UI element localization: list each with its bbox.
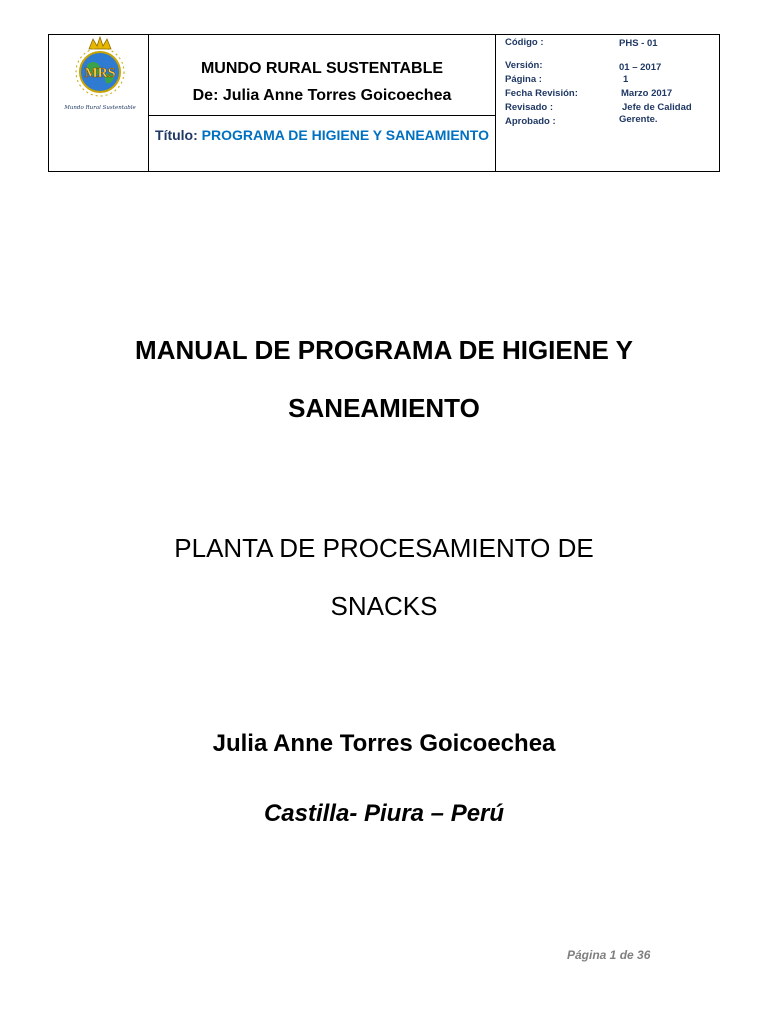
document-metadata [496, 35, 719, 171]
logo-globe-icon [57, 35, 143, 115]
meta-value-version: 01 – 2017 [619, 62, 662, 73]
document-author: Julia Anne Torres Goicoechea [212, 730, 556, 757]
meta-key-fecha-revision: Fecha Revisión: [505, 88, 578, 99]
meta-key-version: Versión: [505, 60, 543, 71]
document-location: Castilla- Piura – Perú [263, 800, 505, 827]
meta-value-revisado: Jefe de Calidad [622, 102, 692, 113]
meta-value-aprobado: Gerente. [619, 114, 658, 125]
meta-key-codigo: Código : [505, 37, 544, 48]
document-subtitle-line-1: PLANTA DE PROCESAMIENTO DE [174, 533, 594, 563]
page-number: Página 1 de 36 [567, 948, 651, 962]
title-cell [149, 116, 496, 171]
organization-name: MUNDO RURAL SUSTENTABLE [200, 60, 444, 77]
meta-value-codigo: PHS - 01 [619, 38, 658, 49]
logo-tagline: Mundo Rural Sustentable [64, 105, 136, 111]
meta-key-pagina: Página : [505, 74, 542, 85]
document-header [48, 34, 720, 172]
header-author: De: Julia Anne Torres Goicoechea [192, 87, 452, 104]
logo-initials: MRS [84, 66, 116, 81]
meta-value-fecha-revision: Marzo 2017 [621, 88, 673, 99]
title-value: PROGRAMA DE HIGIENE Y SANEAMIENTO [201, 127, 489, 143]
company-logo [57, 35, 143, 115]
meta-key-aprobado: Aprobado : [505, 116, 556, 127]
logo-cell [49, 35, 149, 171]
meta-value-pagina: 1 [623, 74, 629, 85]
document-title-line-1: MANUAL DE PROGRAMA DE HIGIENE Y [135, 335, 633, 365]
meta-key-revisado: Revisado : [505, 102, 554, 113]
title-label: Título: [155, 127, 198, 143]
document-title-line-2: SANEAMIENTO [288, 393, 480, 423]
document-subtitle-line-2: SNACKS [330, 591, 438, 621]
company-cell [149, 35, 496, 116]
